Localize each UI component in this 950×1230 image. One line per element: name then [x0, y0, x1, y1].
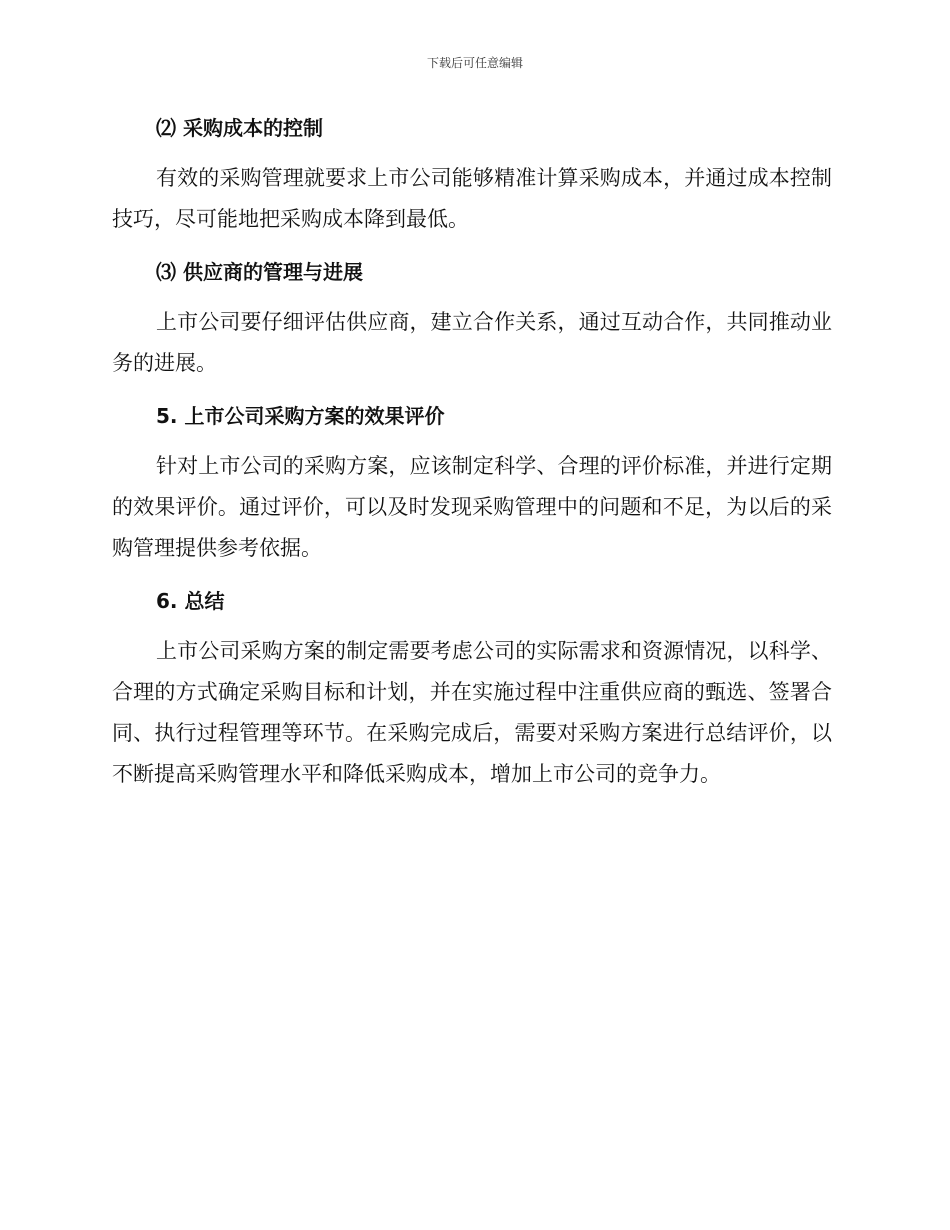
page-header: 下载后可任意编辑 [426, 56, 523, 70]
section-paragraph-summary: 上市公司采购方案的制定需要考虑公司的实际需求和资源情况，以科学、合理的方式确定采购目标和计划，并在实施过程中注重供应商的甄选、签署合同、执行过程管理等环节。在采购完成后，需要对采购方案进行总结评价，以不断提高采购管理水平和降低采购成本，增加上市公司的竞争力。 [112, 639, 832, 786]
section-paragraph-purchase-cost-control: 有效的采购管理就要求上市公司能够精准计算采购成本，并通过成本控制技巧，尽可能地把采购成本降到最低。 [112, 166, 832, 231]
section-heading-effect-evaluation: 5. 上市公司采购方案的效果评价 [156, 404, 445, 428]
section-paragraph-effect-evaluation: 针对上市公司的采购方案，应该制定科学、合理的评价标准，并进行定期的效果评价。通过评价，可以及时发现采购管理中的问题和不足，为以后的采购管理提供参考依据。 [112, 454, 832, 560]
section-paragraph-supplier-management: 上市公司要仔细评估供应商，建立合作关系，通过互动合作，共同推动业务的进展。 [112, 310, 832, 375]
document-body [112, 108, 832, 807]
section-heading-supplier-management: ⑶ 供应商的管理与进展 [156, 260, 363, 284]
section-heading-summary: 6. 总结 [156, 589, 225, 613]
section-heading-purchase-cost-control: ⑵ 采购成本的控制 [156, 116, 323, 140]
